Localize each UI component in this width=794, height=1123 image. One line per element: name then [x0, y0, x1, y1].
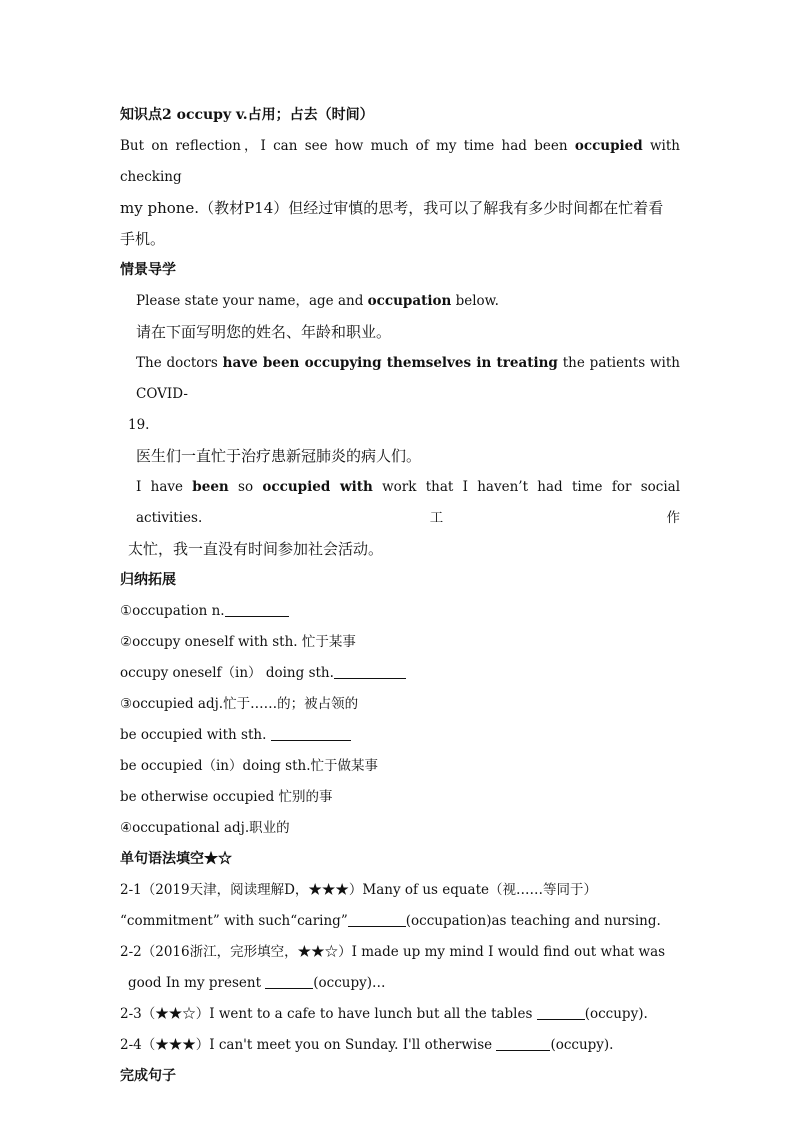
example-text: I have [136, 479, 193, 495]
summary-item-3b [120, 720, 680, 751]
exercise-text: (occupy)… [313, 975, 386, 991]
answer-blank[interactable] [537, 1005, 585, 1020]
answer-blank[interactable] [348, 912, 406, 927]
exercises-heading: 单句语法填空★☆ [120, 851, 232, 867]
example-bold: occupied with [262, 479, 373, 495]
example-text: the patients with COVID- [136, 355, 680, 402]
example-2-cont: 19. [128, 417, 150, 433]
exercise-2-2: 2-2（2016浙江，完形填空，★★☆）I made up my mind I would find out what was [120, 944, 666, 960]
answer-blank[interactable] [496, 1036, 550, 1051]
intro-bold: occupied [574, 138, 643, 154]
example-bold: been [192, 479, 229, 495]
intro-line-2: my phone.（教材P14）但经过审慎的思考，我可以了解我有多少时间都在忙着看 [120, 199, 664, 217]
exercise-text: 2-3（★★☆）I went to a cafe to have lunch but all the tables [120, 1006, 537, 1022]
summary-item-2: ②occupy oneself with sth. 忙于某事 [120, 634, 356, 650]
exercise-2-1: 2-1（2019天津，阅读理解D，★★★）Many of us equate（视……等同于） [120, 882, 598, 898]
example-3 [120, 472, 680, 534]
section-title: 知识点2 occupy v.占用；占去（时间） [120, 107, 374, 123]
exercise-text: 2-4（★★★）I can't meet you on Sunday. I'll otherwise [120, 1037, 497, 1053]
summary-item-4: ④occupational adj.职业的 [120, 820, 290, 836]
example-1-translation: 请在下面写明您的姓名、年龄和职业。 [136, 323, 392, 341]
example-1 [120, 286, 680, 317]
example-text: so [228, 479, 263, 495]
exercise-2-3 [120, 999, 680, 1030]
example-3-translation: 太忙，我一直没有时间参加社会活动。 [128, 540, 384, 558]
example-bold: occupation [367, 293, 452, 309]
exercise-text: (occupation)as teaching and nursing. [405, 913, 661, 929]
example-text: work that I haven’t had time for social activities. 工作 [136, 479, 681, 526]
exercise-text: (occupy). [584, 1006, 648, 1022]
exercise-text: (occupy). [550, 1037, 614, 1053]
example-text: Please state your name，age and [136, 293, 368, 309]
exercise-2-1-cont [120, 906, 680, 937]
summary-text: be occupied with sth. [120, 727, 271, 743]
exercise-text: “commitment” with such“caring” [120, 913, 348, 929]
summary-item-3c: be occupied（in）doing sth.忙于做某事 [120, 758, 379, 774]
example-bold: have been occupying themselves in treating [222, 355, 558, 371]
situation-heading: 情景导学 [120, 262, 176, 278]
summary-item-1 [120, 596, 680, 627]
intro-line-1 [120, 131, 680, 193]
summary-text: occupy oneself（in） doing sth. [120, 665, 334, 681]
example-text: The doctors [136, 355, 223, 371]
example-2 [120, 348, 680, 410]
summary-item-3: ③occupied adj.忙于……的；被占领的 [120, 696, 359, 712]
summary-item-2b [120, 658, 680, 689]
answer-blank[interactable] [265, 974, 313, 989]
answer-blank[interactable] [225, 602, 289, 617]
intro-line-3: 手机。 [120, 230, 166, 248]
example-text: below. [451, 293, 499, 309]
complete-sentences-heading: 完成句子 [120, 1068, 176, 1084]
example-2-translation: 医生们一直忙于治疗患新冠肺炎的病人们。 [136, 447, 422, 465]
summary-heading: 归纳拓展 [120, 572, 176, 588]
exercise-text: good In my present [128, 975, 266, 991]
intro-text: with checking [120, 138, 680, 185]
answer-blank[interactable] [271, 726, 351, 741]
answer-blank[interactable] [334, 664, 406, 679]
exercise-2-4 [120, 1030, 680, 1061]
intro-text: But on reflection，I can see how much of my time had been [120, 138, 575, 154]
exercise-2-2-cont [120, 968, 680, 999]
summary-text: ①occupation n. [120, 603, 225, 619]
summary-item-3d: be otherwise occupied 忙别的事 [120, 789, 333, 805]
document-body [120, 100, 680, 1092]
